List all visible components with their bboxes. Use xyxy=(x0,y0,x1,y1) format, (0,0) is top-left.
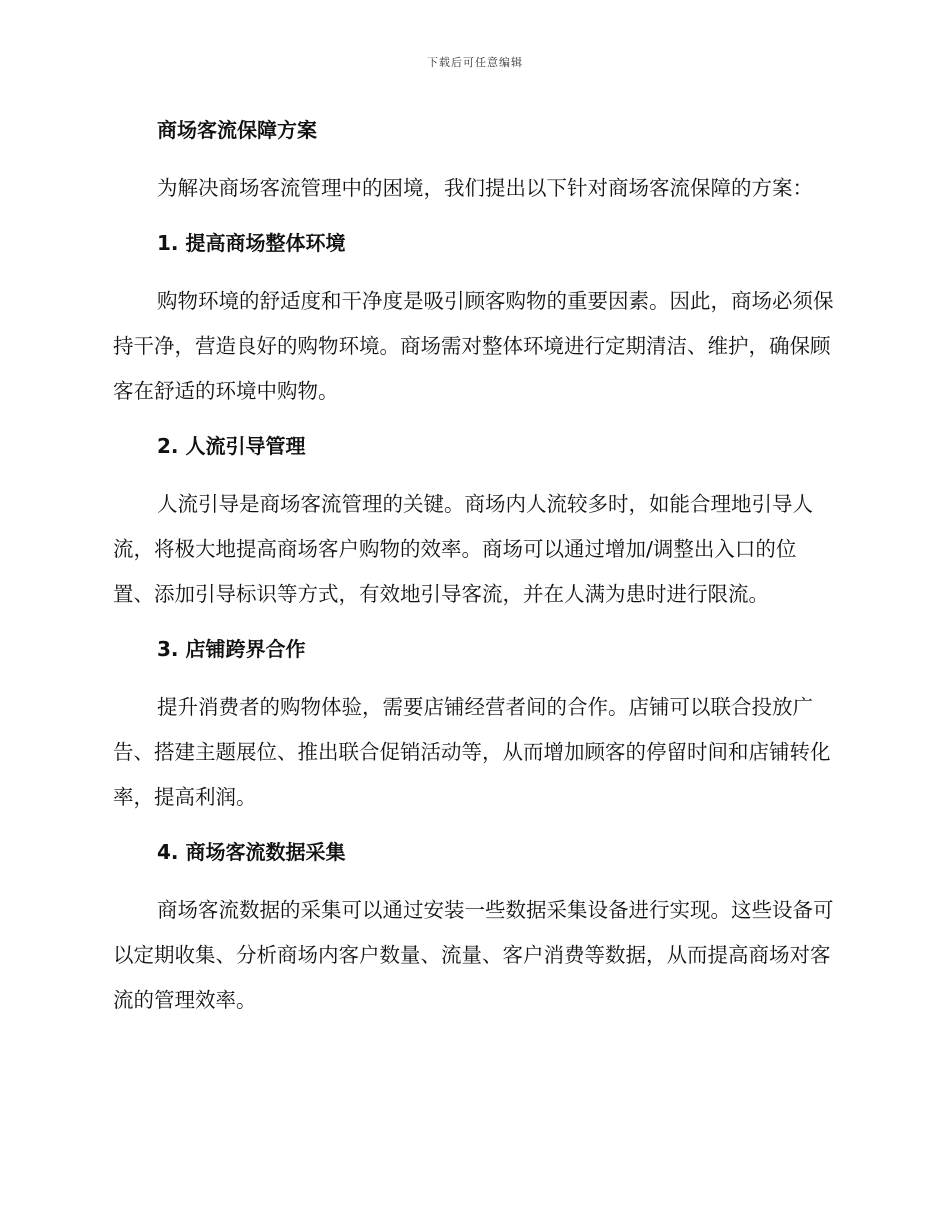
section-body-4: 商场客流数据的采集可以通过安装一些数据采集设备进行实现。这些设备可以定期收集、分析商场内客户数量、流量、客户消费等数据，从而提高商场对客流的管理效率。 xyxy=(113,898,834,1012)
section-heading-4: 4. 商场客流数据采集 xyxy=(157,840,346,864)
section-heading-2: 2. 人流引导管理 xyxy=(157,434,306,458)
section-body-3: 提升消费者的购物体验，需要店铺经营者间的合作。店铺可以联合投放广告、搭建主题展位、推出联合促销活动等，从而增加顾客的停留时间和店铺转化率，提高利润。 xyxy=(113,695,831,809)
intro-paragraph: 为解决商场客流管理中的困境，我们提出以下针对商场客流保障的方案： xyxy=(157,176,813,200)
section-heading-1: 1. 提高商场整体环境 xyxy=(157,231,346,255)
section-body-2: 人流引导是商场客流管理的关键。商场内人流较多时，如能合理地引导人流，将极大地提高商场客户购物的效率。商场可以通过增加/调整出入口的位置、添加引导标识等方式，有效地引导客流，并在人满为患时进行限流。 xyxy=(113,492,813,606)
document-title: 商场客流保障方案 xyxy=(157,118,317,142)
section-body-1: 购物环境的舒适度和干净度是吸引顾客购物的重要因素。因此，商场必须保持干净，营造良好的购物环境。商场需对整体环境进行定期清洁、维护，确保顾客在舒适的环境中购物。 xyxy=(113,289,834,403)
document-body xyxy=(113,110,835,1023)
header-note: 下载后可任意编辑 xyxy=(427,56,523,69)
section-heading-3: 3. 店铺跨界合作 xyxy=(157,637,306,661)
